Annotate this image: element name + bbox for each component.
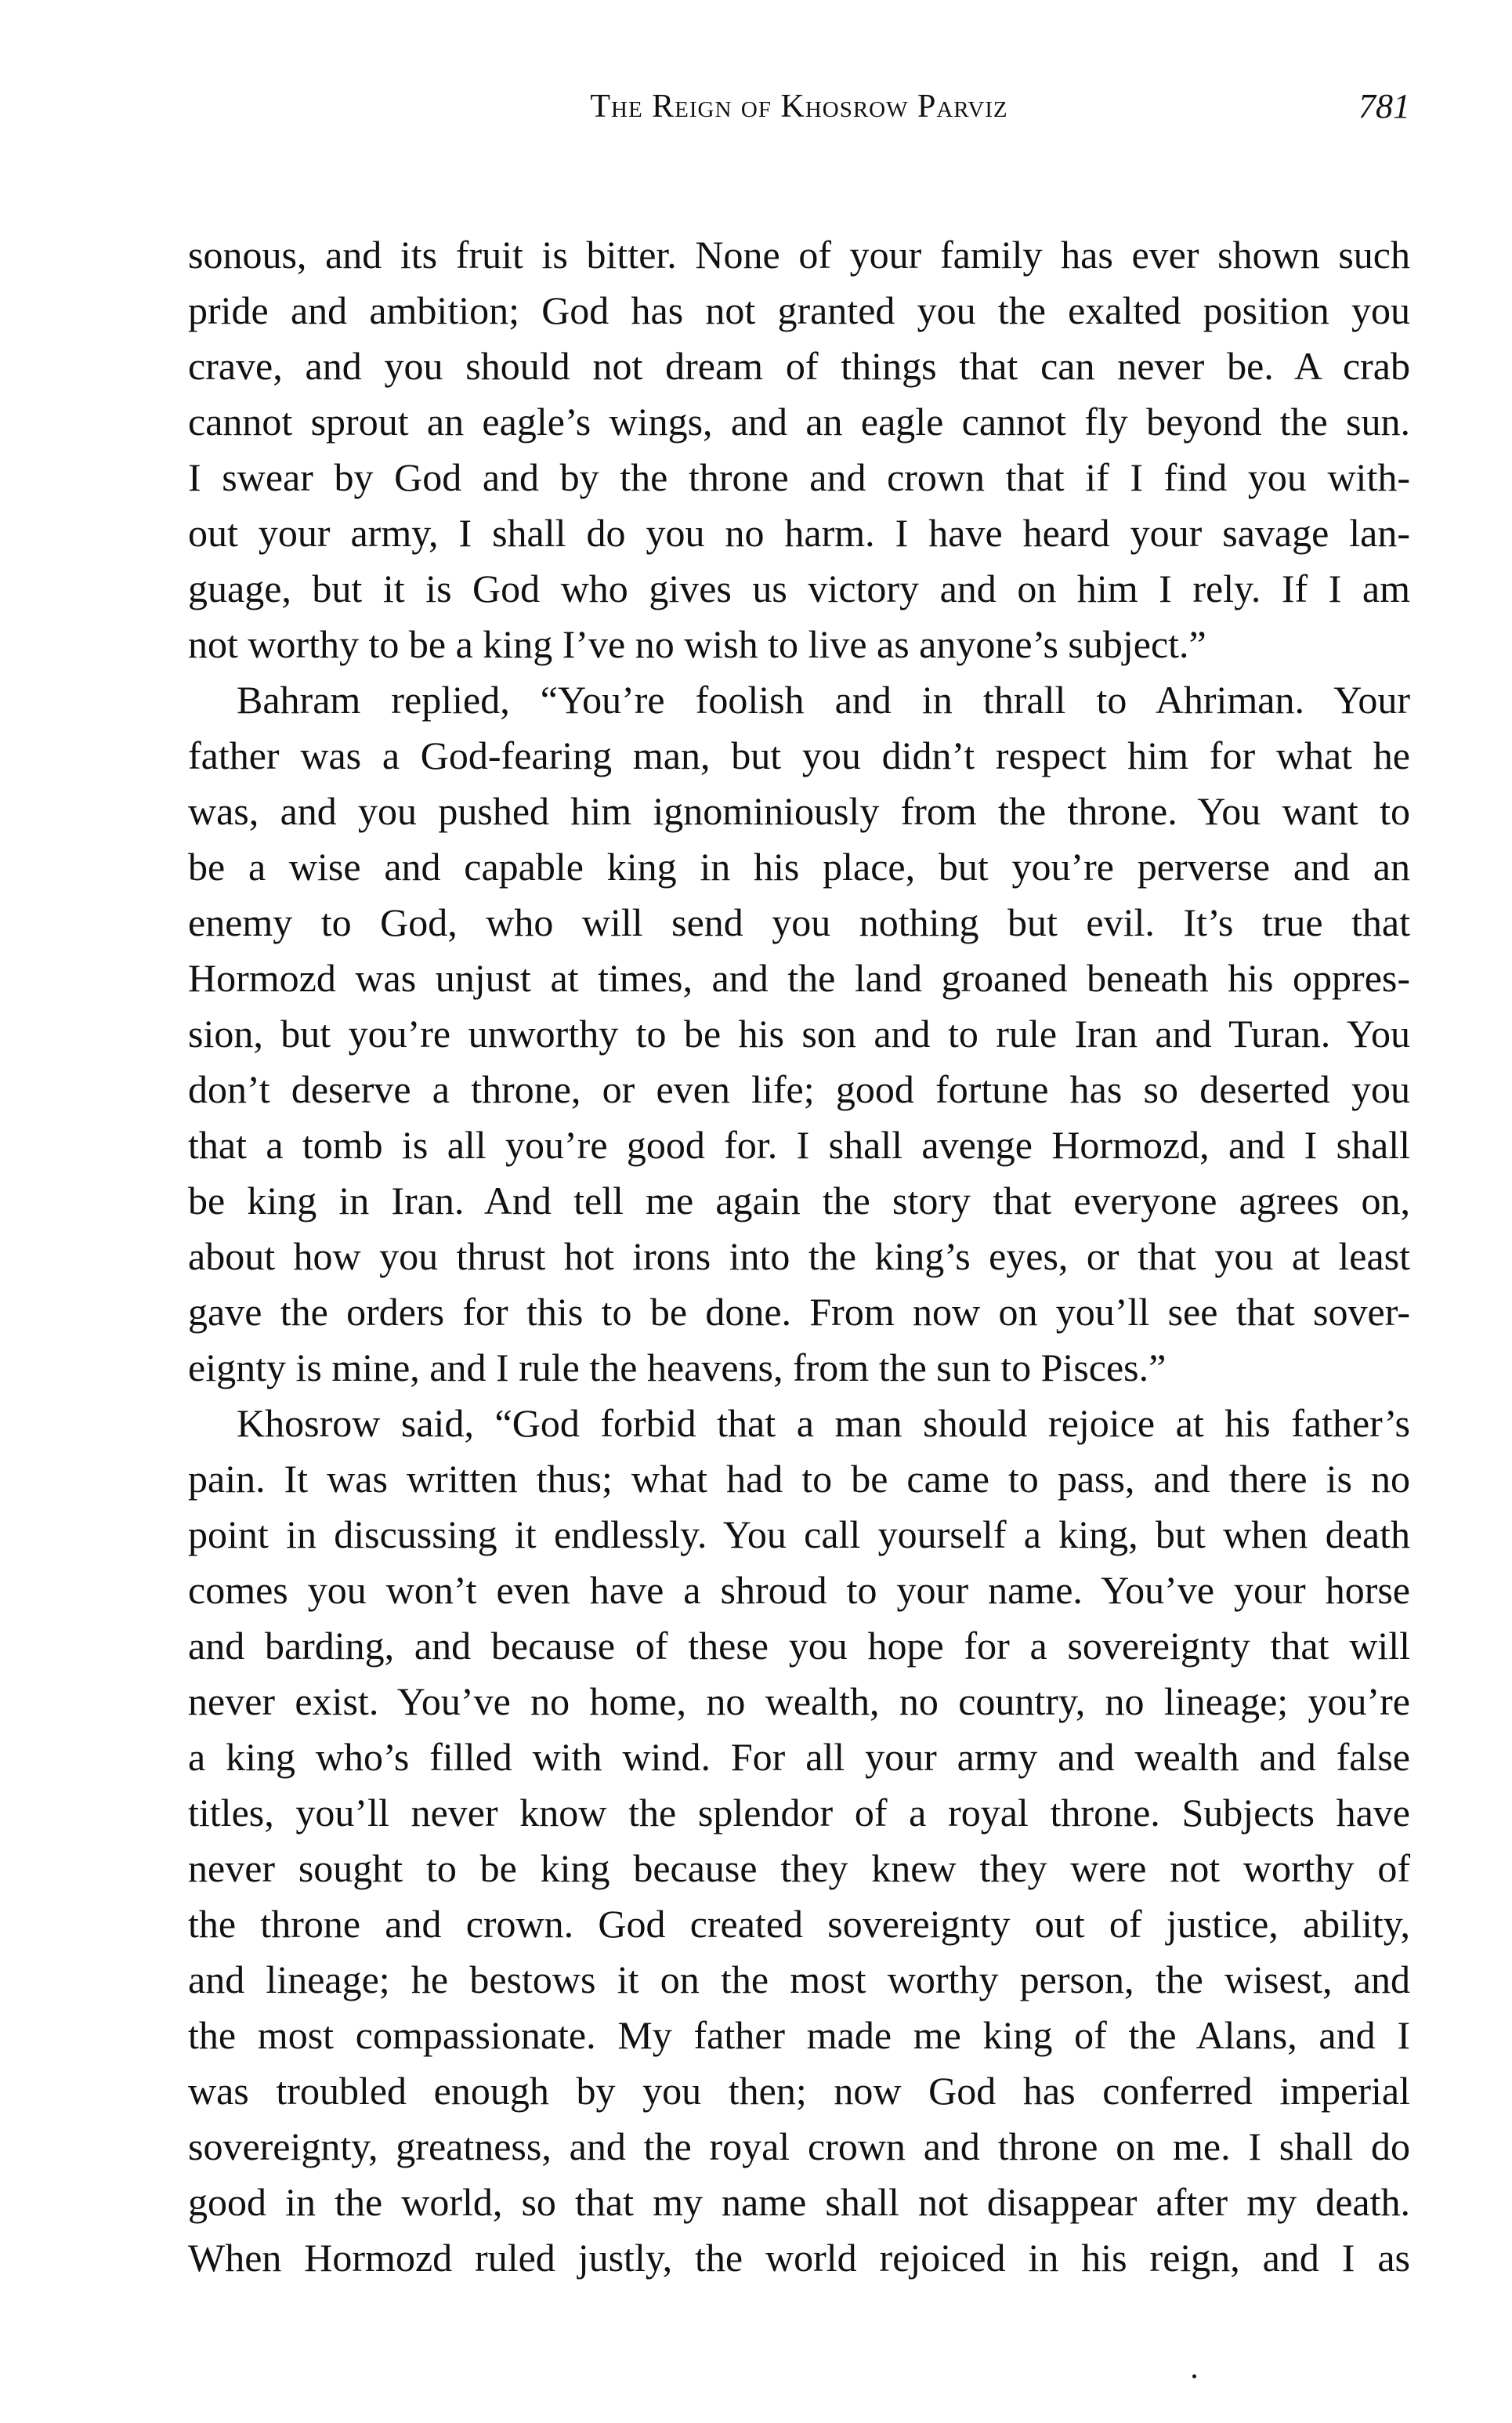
body-text bbox=[188, 227, 1410, 2286]
text-line: be a wise and capable king in his place, but you’re perverse and an bbox=[188, 845, 1410, 889]
text-line: was troubled enough by you then; now God has conferred imperial bbox=[188, 2069, 1410, 2113]
text-line: sion, but you’re unworthy to be his son and to rule Iran and Turan. You bbox=[188, 1012, 1410, 1056]
text-line: don’t deserve a throne, or even life; good fortune has so deserted you bbox=[188, 1067, 1410, 1111]
text-line: father was a God-fearing man, but you didn’t respect him for what he bbox=[188, 733, 1410, 777]
text-line: sonous, and its fruit is bitter. None of your family has ever shown such bbox=[188, 233, 1410, 277]
text-line: I swear by God and by the throne and crown that if I find you with- bbox=[188, 455, 1410, 499]
text-line: the throne and crown. God created sovereignty out of justice, ability, bbox=[188, 1902, 1410, 1946]
text-line: Hormozd was unjust at times, and the land groaned beneath his oppres- bbox=[188, 956, 1410, 1000]
stray-dot-mark bbox=[1192, 2374, 1196, 2378]
text-line: gave the orders for this to be done. From now on you’ll see that sover- bbox=[188, 1290, 1410, 1334]
text-line: about how you thrust hot irons into the king’s eyes, or that you at least bbox=[188, 1234, 1410, 1278]
text-line: pain. It was written thus; what had to be came to pass, and there is no bbox=[188, 1457, 1410, 1501]
text-line: never exist. You’ve no home, no wealth, no country, no lineage; you’re bbox=[188, 1679, 1410, 1723]
text-line: eignty is mine, and I rule the heavens, from the sun to Pisces.” bbox=[188, 1346, 1167, 1389]
paragraph-khosrow-reply bbox=[188, 1396, 1410, 2286]
paragraph-bahram-reply bbox=[188, 672, 1410, 1396]
text-line: and barding, and because of these you hope for a sovereignty that will bbox=[188, 1624, 1410, 1668]
text-line: was, and you pushed him ignominiously from the throne. You want to bbox=[188, 789, 1410, 833]
text-line: titles, you’ll never know the splendor of a royal throne. Subjects have bbox=[188, 1791, 1410, 1834]
running-title: The Reign of Khosrow Parviz bbox=[590, 89, 1008, 125]
paragraph-continuation bbox=[188, 227, 1410, 672]
text-line: be king in Iran. And tell me again the story that everyone agrees on, bbox=[188, 1179, 1410, 1222]
text-line: a king who’s filled with wind. For all your army and wealth and false bbox=[188, 1735, 1410, 1779]
text-line: good in the world, so that my name shall not disappear after my death. bbox=[188, 2180, 1410, 2224]
text-line: Bahram replied, “You’re foolish and in thrall to Ahriman. Your bbox=[237, 678, 1410, 722]
page-number: 781 bbox=[1358, 87, 1410, 125]
text-line: crave, and you should not dream of things that can never be. A crab bbox=[188, 344, 1410, 388]
text-line: that a tomb is all you’re good for. I shall avenge Hormozd, and I shall bbox=[188, 1123, 1410, 1167]
text-line: Khosrow said, “God forbid that a man should rejoice at his father’s bbox=[237, 1401, 1410, 1445]
text-line: and lineage; he bestows it on the most worthy person, the wisest, and bbox=[188, 1958, 1410, 2001]
text-line: the most compassionate. My father made me king of the Alans, and I bbox=[188, 2013, 1410, 2057]
text-line: point in discussing it endlessly. You call yourself a king, but when death bbox=[188, 1512, 1410, 1556]
text-line: cannot sprout an eagle’s wings, and an eagle cannot fly beyond the sun. bbox=[188, 400, 1410, 444]
text-line: enemy to God, who will send you nothing but evil. It’s true that bbox=[188, 900, 1410, 944]
text-line: sovereignty, greatness, and the royal crown and throne on me. I shall do bbox=[188, 2124, 1410, 2168]
text-line: never sought to be king because they knew they were not worthy of bbox=[188, 1846, 1410, 1890]
text-line: out your army, I shall do you no harm. I have heard your savage lan- bbox=[188, 511, 1410, 555]
text-line: not worthy to be a king I’ve no wish to live as anyone’s subject.” bbox=[188, 622, 1206, 666]
text-line: comes you won’t even have a shroud to your name. You’ve your horse bbox=[188, 1568, 1410, 1612]
text-line: When Hormozd ruled justly, the world rejoiced in his reign, and I as bbox=[188, 2236, 1410, 2280]
text-line: guage, but it is God who gives us victory and on him I rely. If I am bbox=[188, 567, 1410, 610]
running-head bbox=[188, 85, 1410, 132]
text-line: pride and ambition; God has not granted you the exalted position you bbox=[188, 288, 1410, 332]
